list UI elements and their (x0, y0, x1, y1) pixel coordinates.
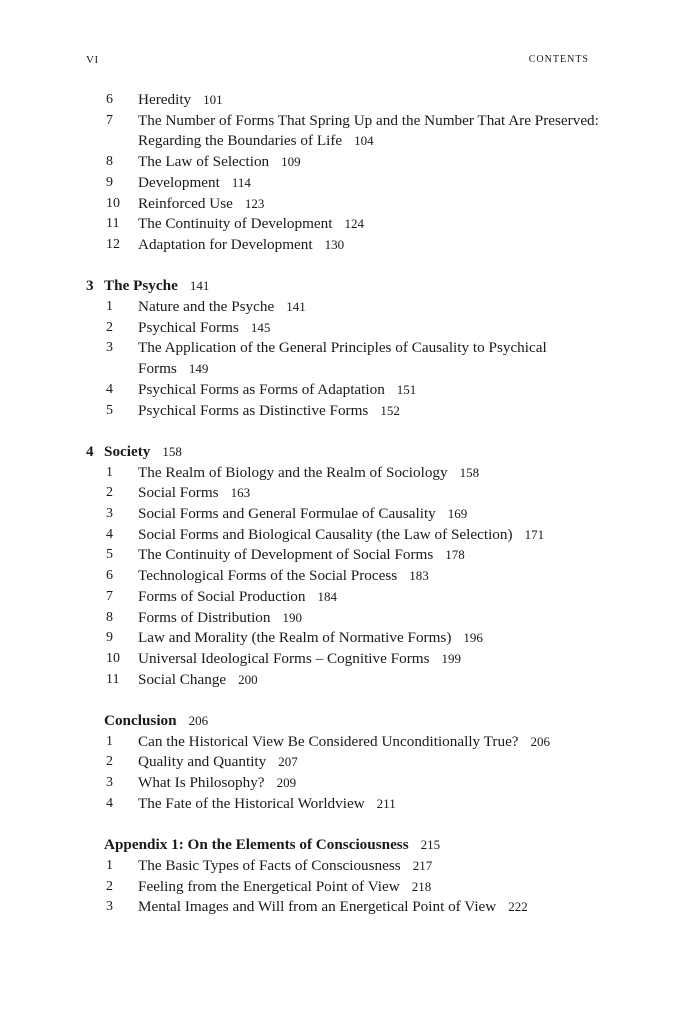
entry-number: 2 (106, 485, 113, 501)
entry-page: 145 (250, 319, 271, 335)
entry-title: Psychical Forms as Distinctive Forms (138, 401, 369, 419)
entry-number: 1 (106, 299, 113, 315)
entry-number: 8 (106, 154, 113, 170)
entry-number: 4 (106, 381, 113, 397)
entry-number: 9 (106, 174, 113, 190)
chapter-heading[interactable] (86, 276, 606, 297)
toc-entry[interactable] (86, 628, 606, 649)
toc-entry[interactable] (86, 483, 606, 504)
chapter-page: 206 (188, 713, 209, 729)
toc-entry[interactable] (86, 525, 606, 546)
entry-page: 184 (317, 588, 337, 604)
entry-title: The Application of the General Principles of Causality to Psychical Forms (138, 339, 547, 378)
entry-number: 3 (106, 899, 113, 915)
entry-title: Social Change (138, 670, 227, 688)
entry-page: 169 (447, 506, 468, 522)
entry-page: 196 (463, 630, 483, 646)
entry-title: Nature and the Psyche (138, 298, 275, 316)
toc-entry[interactable] (86, 214, 606, 235)
chapter-page: 215 (420, 837, 441, 853)
entry-page: 211 (376, 795, 396, 811)
chapter-number: 4 (86, 442, 94, 460)
entry-title: Reinforced Use (138, 194, 233, 212)
entry-title: Psychical Forms (138, 318, 239, 336)
running-head-title: CONTENTS (528, 54, 589, 65)
toc-entry[interactable] (86, 897, 606, 918)
entry-number: 6 (106, 92, 113, 107)
entry-number: 8 (106, 609, 113, 625)
toc-chapter (86, 442, 606, 690)
toc-entry[interactable] (86, 587, 606, 608)
page-folio: VI (86, 54, 99, 66)
table-of-contents (86, 90, 606, 939)
toc-entry[interactable] (86, 194, 606, 215)
entry-page: 151 (396, 381, 417, 397)
toc-entry[interactable] (86, 856, 606, 877)
toc-entry[interactable] (86, 608, 606, 629)
entry-page: 183 (409, 568, 429, 584)
entry-title: Heredity (138, 91, 192, 108)
entry-title: Social Forms and General Formulae of Causality (138, 505, 436, 523)
entry-page: 158 (459, 464, 480, 480)
entry-page: 149 (188, 361, 209, 377)
entry-number: 5 (106, 402, 113, 418)
entry-number: 1 (106, 857, 113, 873)
entry-title: Universal Ideological Forms – Cognitive Forms (138, 649, 430, 667)
entry-number: 2 (106, 754, 113, 770)
entry-page: 114 (231, 174, 251, 190)
toc-entry[interactable] (86, 152, 606, 173)
chapter-page: 158 (162, 443, 182, 459)
entry-title: Psychical Forms as Forms of Adaptation (138, 380, 385, 398)
entry-number: 10 (106, 650, 120, 666)
entry-page: 209 (276, 775, 297, 791)
entry-number: 10 (106, 195, 120, 211)
toc-entry[interactable] (86, 297, 606, 318)
entry-number: 6 (106, 568, 113, 584)
entry-page: 199 (441, 650, 461, 666)
entry-title: Quality and Quantity (138, 753, 267, 771)
toc-chapter (86, 276, 606, 421)
entry-title: Social Forms (138, 484, 219, 502)
toc-entry[interactable] (86, 732, 606, 753)
entry-title: The Basic Types of Facts of Consciousness (138, 856, 401, 874)
entry-number: 3 (106, 506, 113, 522)
toc-entry[interactable] (86, 463, 606, 484)
chapter-number: 3 (86, 277, 94, 295)
entry-title: The Continuity of Development of Social Forms (138, 546, 434, 564)
entry-page: 217 (412, 857, 433, 873)
chapter-title: The Psyche (104, 277, 178, 295)
entry-page: 178 (445, 547, 465, 563)
chapter-heading[interactable] (86, 711, 606, 732)
chapter-title: Society (104, 442, 151, 460)
chapters (86, 276, 606, 918)
toc-entry[interactable] (86, 401, 606, 422)
toc-entry[interactable] (86, 111, 606, 152)
toc-entry[interactable] (86, 566, 606, 587)
entry-page: 152 (380, 402, 400, 418)
chapter-heading[interactable] (86, 835, 606, 856)
toc-chapter (86, 835, 606, 918)
entry-page: 141 (286, 299, 306, 315)
entry-page: 123 (244, 195, 265, 211)
toc-entry[interactable] (86, 380, 606, 401)
entry-title: The Law of Selection (138, 153, 270, 171)
entry-page: 200 (238, 671, 258, 687)
entry-title: Forms of Social Production (138, 587, 306, 605)
entry-title: Can the Historical View Be Considered Unconditionally True? (138, 732, 519, 750)
toc-entry[interactable] (86, 649, 606, 670)
toc-entry[interactable] (86, 318, 606, 339)
entry-number: 3 (106, 340, 113, 356)
entry-page: 104 (354, 133, 374, 149)
toc-entry[interactable] (86, 877, 606, 898)
chapter-heading[interactable] (86, 442, 606, 463)
toc-entry[interactable] (86, 773, 606, 794)
entry-title: The Continuity of Development (138, 215, 333, 233)
chapter-title: Conclusion (104, 712, 177, 730)
entry-page: 190 (282, 609, 302, 625)
entry-number: 11 (106, 671, 120, 687)
entry-title: Forms of Distribution (138, 608, 271, 626)
entry-page: 206 (530, 733, 551, 749)
toc-entry[interactable] (86, 545, 606, 566)
entry-page: 222 (508, 899, 528, 915)
entry-title: Social Forms and Biological Causality (the Law of Selection) (138, 525, 513, 543)
toc-entry[interactable] (86, 235, 606, 256)
entry-title: Law and Morality (the Realm of Normative Forms) (138, 629, 452, 647)
running-head (86, 54, 589, 70)
toc-entry[interactable] (86, 90, 606, 111)
toc-entry[interactable] (86, 670, 606, 691)
entry-number: 7 (106, 588, 113, 604)
entry-title: The Fate of the Historical Worldview (138, 794, 365, 812)
toc-entry[interactable] (86, 794, 606, 815)
entry-number: 2 (106, 878, 113, 894)
toc-entry[interactable] (86, 504, 606, 525)
entry-title: Technological Forms of the Social Process (138, 567, 398, 585)
toc-entry[interactable] (86, 338, 606, 379)
entry-page: 207 (278, 754, 298, 770)
entry-title: Mental Images and Will from an Energetical Point of View (138, 898, 497, 916)
toc-chapter (86, 711, 606, 815)
entry-page: 171 (524, 526, 545, 542)
entry-number: 1 (106, 733, 113, 749)
entry-title: The Number of Forms That Spring Up and the Number That Are Preserved: Regarding the Boundaries of Life (138, 111, 599, 150)
entry-title: Development (138, 173, 220, 191)
toc-entry[interactable] (86, 752, 606, 773)
entry-page: 109 (281, 154, 301, 170)
entry-page: 101 (203, 92, 223, 107)
entry-page: 163 (230, 485, 251, 501)
entry-title: The Realm of Biology and the Realm of Sociology (138, 463, 448, 481)
entry-number: 4 (106, 526, 113, 542)
entry-number: 9 (106, 630, 113, 646)
entry-number: 11 (106, 216, 120, 232)
entry-number: 1 (106, 464, 113, 480)
entry-number: 2 (106, 319, 113, 335)
entry-number: 4 (106, 795, 113, 811)
entry-number: 3 (106, 775, 113, 791)
chapter-title: Appendix 1: On the Elements of Consciousness (104, 836, 409, 854)
entry-title: What Is Philosophy? (138, 774, 265, 792)
toc-entry[interactable] (86, 173, 606, 194)
entry-page: 218 (411, 878, 432, 894)
chapter-page: 141 (189, 278, 210, 294)
entry-page: 130 (324, 236, 345, 252)
entry-number: 5 (106, 547, 113, 563)
entry-number: 7 (106, 112, 113, 128)
entry-number: 12 (106, 236, 120, 252)
entry-title: Adaptation for Development (138, 235, 313, 253)
entry-page: 124 (344, 216, 364, 232)
continued-chapter-entries (86, 90, 606, 256)
entry-title: Feeling from the Energetical Point of View (138, 877, 400, 895)
